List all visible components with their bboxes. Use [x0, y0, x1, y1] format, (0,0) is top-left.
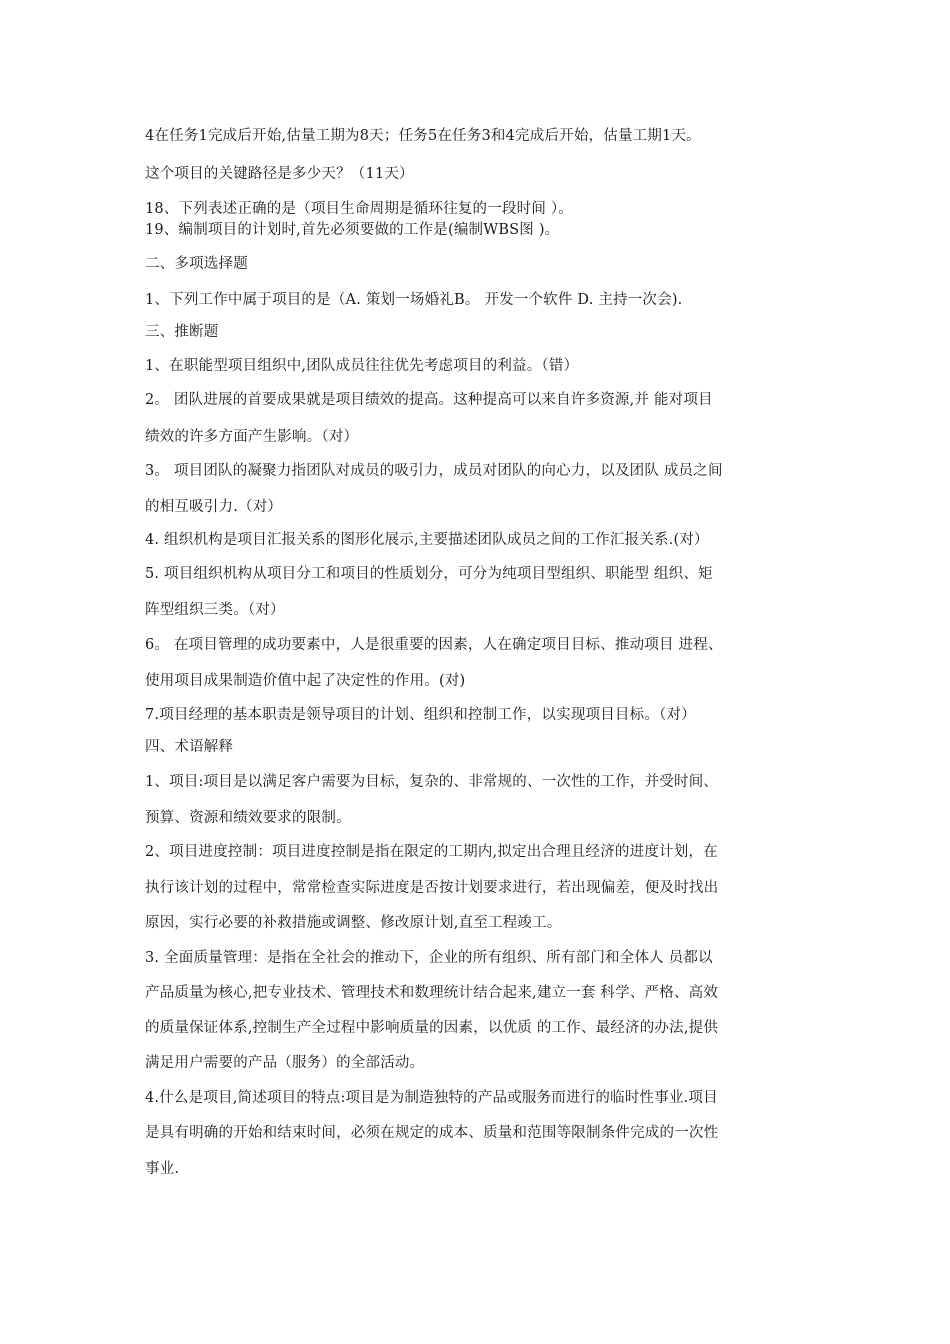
text-line: 事业. [145, 1161, 180, 1177]
text-line: 1、项目:项目是以满足客户需要为目标，复杂的、非常规的、一次性的工作，并受时间、 [145, 774, 719, 790]
text-line: 绩效的许多方面产生影响。（对） [145, 429, 359, 445]
text-line: 4. 组织机构是项目汇报关系的图形化展示,主要描述团队成员之间的工作汇报关系.(对） [145, 532, 709, 548]
text-line: 的相互吸引力.（对） [145, 499, 283, 515]
text-line: 4.什么是项目,简述项目的特点:项目是为制造独特的产品或服务而进行的临时性事业.项目 [145, 1090, 718, 1106]
text-line: 6。 在项目管理的成功要素中，人是很重要的因素，人在确定项目目标、推动项目 进程、 [145, 637, 723, 653]
section-heading: 四、术语解释 [145, 739, 234, 755]
text-line: 执行该计划的过程中，常常检查实际进度是否按计划要求进行，若出现偏差，便及时找出 [145, 880, 719, 896]
text-line: 5. 项目组织机构从项目分工和项目的性质划分，可分为纯项目型组织、职能型 组织、矩 [145, 566, 713, 582]
text-line: 产品质量为核心,把专业技术、管理技术和数理统计结合起来,建立一套 科学、严格、高效 [145, 985, 719, 1001]
text-line: 3. 全面质量管理：是指在全社会的推动下，企业的所有组织、所有部门和全体人 员都以 [145, 950, 713, 966]
text-line: 是具有明确的开始和结束时间，必须在规定的成本、质量和范围等限制条件完成的一次性 [145, 1125, 719, 1141]
text-line: 预算、资源和绩效要求的限制。 [145, 810, 351, 826]
text-line: 1、在职能型项目组织中,团队成员往往优先考虑项目的利益。（错） [145, 358, 579, 374]
text-line: 2、项目进度控制：项目进度控制是指在限定的工期内,拟定出合理且经济的进度计划，在 [145, 844, 718, 860]
text-line: 4在任务1完成后开始,估量工期为8天；任务5在任务3和4完成后开始，估量工期1天。 [145, 128, 701, 144]
text-line: 1、下列工作中属于项目的是（A. 策划一场婚礼B。 开发一个软件 D. 主持一次会). [145, 292, 683, 308]
text-line: 阵型组织三类。（对） [145, 602, 285, 618]
text-line: 7.项目经理的基本职责是领导项目的计划、组织和控制工作，以实现项目目标。（对） [145, 707, 696, 723]
section-heading: 二、多项选择题 [145, 256, 248, 272]
text-line: 2。 团队进展的首要成果就是项目绩效的提高。这种提高可以来自许多资源,并 能对项目 [145, 392, 713, 408]
section-heading: 三、推断题 [145, 324, 219, 340]
text-line: 这个项目的关键路径是多少天？（11天） [145, 166, 414, 182]
text-line: 满足用户需要的产品（服务）的全部活动。 [145, 1055, 425, 1071]
text-line: 3。 项目团队的凝聚力指团队对成员的吸引力，成员对团队的向心力，以及团队 成员之间 [145, 463, 723, 479]
text-line: 18、下列表述正确的是（项目生命周期是循环往复的一段时间 ）。 [145, 201, 574, 217]
text-line: 原因，实行必要的补救措施或调整、修改原计划,直至工程竣工。 [145, 915, 562, 931]
text-line: 19、编制项目的计划时,首先必须要做的工作是(编制WBS图 )。 [145, 222, 560, 238]
text-line: 使用项目成果制造价值中起了决定性的作用。(对) [145, 673, 466, 689]
text-line: 的质量保证体系,控制生产全过程中影响质量的因素，以优质 的工作、最经济的办法,提供 [145, 1020, 719, 1036]
